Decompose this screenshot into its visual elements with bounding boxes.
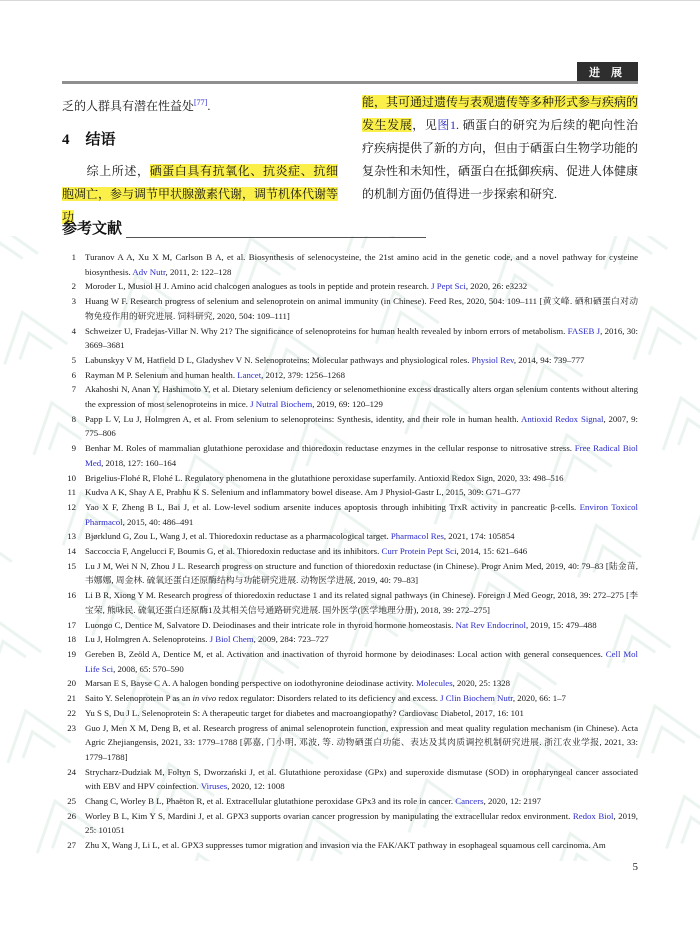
- reference-text: [85, 368, 638, 383]
- reference-segment: , 2014, 15: 621–646: [456, 546, 528, 557]
- reference-item: [62, 691, 638, 706]
- body-text: . 硒蛋白的研究为后续的靶向性治疗疾病提供了新的方向，但由于硒蛋白生物学功能的复杂性和未知性，硒蛋白在抵御疾病、促进人体健康的机制方面仍值得进一步探索和研究.: [362, 118, 639, 201]
- reference-number: 13: [67, 531, 76, 542]
- journal-link[interactable]: J Pept Sci: [431, 281, 466, 292]
- journal-link[interactable]: FASEB J: [567, 325, 601, 336]
- journal-link[interactable]: Redox Biol: [572, 810, 614, 821]
- reference-segment: , 2014, 94: 739–777: [513, 354, 585, 365]
- reference-number: 3: [71, 296, 76, 307]
- reference-segment: Yu S S, Du J L. Selenoprotein S: A therapeutic target for diabetes and macroangiopathy? Cardiovasc Diabetol, 2017, 16: 101: [85, 707, 524, 718]
- highlighted-text: 硒蛋白具有抗氧化、抗炎症、抗细胞凋亡，参与调节甲状腺激素代谢，调节机体代谢等功: [62, 164, 339, 224]
- reference-item: [62, 485, 638, 500]
- journal-link[interactable]: J Clin Biochem Nutr: [440, 693, 513, 704]
- reference-segment: , 2019, 15: 479–488: [525, 619, 597, 630]
- reference-text: [85, 794, 638, 809]
- reference-segment: , 2020, 26: e3232: [465, 281, 528, 292]
- journal-link[interactable]: Pharmacol Res: [390, 531, 444, 542]
- reference-item: [62, 382, 638, 411]
- reference-item: [62, 529, 638, 544]
- reference-number: 12: [67, 501, 76, 512]
- reference-text: [85, 485, 638, 500]
- reference-segment: Gereben B, Zeöld A, Dentice M, et al. Activation and inactivation of thyroid hormone by deiodinases: Local action with general consequences.: [85, 648, 606, 659]
- paragraph-continuation: [62, 91, 338, 118]
- reference-number: 23: [67, 722, 76, 733]
- journal-link[interactable]: J Biol Chem: [209, 634, 254, 645]
- reference-number: 4: [71, 325, 76, 336]
- reference-number: 8: [71, 413, 76, 424]
- reference-item: [62, 500, 638, 529]
- reference-item: [62, 809, 638, 838]
- reference-number: 27: [67, 840, 76, 851]
- reference-text: [85, 809, 638, 838]
- reference-text: [85, 721, 638, 765]
- reference-number: 6: [71, 369, 76, 380]
- reference-number: 16: [67, 590, 76, 601]
- reference-number: 9: [71, 443, 76, 454]
- reference-item: [62, 294, 638, 323]
- reference-segment: , 2021, 174: 105854: [443, 531, 515, 542]
- conclusion-paragraph-continued: [362, 91, 638, 206]
- reference-item: [62, 279, 638, 294]
- heading-underline: [126, 236, 426, 238]
- reference-item: [62, 721, 638, 765]
- reference-number: 2: [71, 281, 76, 292]
- figure-link[interactable]: 图1: [437, 118, 456, 132]
- references-heading-text: 参考文献: [62, 221, 123, 237]
- reference-text: [85, 382, 638, 411]
- reference-number: 10: [67, 472, 76, 483]
- reference-item: [62, 794, 638, 809]
- reference-number: 26: [67, 810, 76, 821]
- references-heading: [62, 217, 638, 238]
- reference-item: [62, 441, 638, 470]
- reference-segment: , 2015, 40: 486–491: [122, 516, 194, 527]
- body-text: 综上所述，: [86, 164, 150, 178]
- reference-text: [85, 250, 638, 279]
- reference-segment: Akahoshi N, Anan Y, Hashimoto Y, et al. Dietary selenium deficiency or selenomethionine excess drastically alters organ selenium contents without altering the expression of most selenoproteins in mice.: [85, 384, 638, 410]
- reference-segment: , 2018, 127: 160–164: [101, 457, 177, 468]
- reference-item: [62, 412, 638, 441]
- reference-text: [85, 353, 638, 368]
- reference-segment: Guo J, Men X M, Deng B, et al. Research progress of animal selenoprotein function, expression and meat quality regulation mechanism (in Chinese). Acta Agric Zhejiangensis, 2021, 33: 1779–1788 [郭嘉, 门小明, 邓波, 等. 动物硒蛋白功能、表达及其肉质调控机制研究进展. 浙江农业学报, 2021, 33: 1779–1788]: [85, 722, 638, 762]
- reference-segment: , 2012, 379: 1256–1268: [261, 369, 345, 380]
- section-title: 结语: [85, 132, 116, 148]
- reference-segment: Papp L V, Lu J, Holmgren A, et al. From selenium to selenoproteins: Synthesis, identity, and their role in human health.: [85, 413, 521, 424]
- journal-link[interactable]: Molecules: [415, 678, 453, 689]
- reference-segment: Saccoccia F, Angelucci F, Boumis G, et al. Thioredoxin reductase and its inhibitors.: [85, 546, 382, 557]
- reference-item: [62, 588, 638, 617]
- reference-segment: Brigelius-Flohé R, Flohé L. Regulatory phenomena in the glutathione peroxidase superfamily. Antioxid Redox Sign, 2020, 33: 498–516: [85, 472, 564, 483]
- section-heading: [62, 129, 338, 152]
- reference-number: 19: [67, 648, 76, 659]
- reference-segment: Marsan E S, Bayse C A. A halogen bonding perspective on iodothyronine deiodinase activity.: [85, 678, 416, 689]
- reference-segment: Benhar M. Roles of mammalian glutathione peroxidase and thioredoxin reductase enzymes in the cellular response to nitrosative stress.: [85, 443, 575, 454]
- reference-number: 25: [67, 796, 76, 807]
- references-section: [62, 217, 638, 853]
- reference-segment: Li B R, Xiong Y M. Research progress of thioredoxin reductase 1 and its related signal pathways (in Chinese). Foreign J Med Geogr, 2018, 39: 272–275 [李宝荣, 熊咏民. 硫氧还蛋白还原酶1及其相关信号通路研究进展. 国外医学(医学地理分册), 2018, 39: 272–275]: [85, 590, 638, 615]
- reference-segment: , 2016, 30: 3669–3681: [85, 325, 638, 351]
- citation-superscript[interactable]: [77]: [194, 98, 208, 107]
- reference-segment: , 2011, 2: 122–128: [165, 266, 232, 277]
- reference-number: 18: [67, 634, 76, 645]
- journal-link[interactable]: Physiol Rev: [471, 354, 514, 365]
- reference-segment: Rayman M P. Selenium and human health.: [85, 369, 238, 380]
- reference-number: 20: [67, 678, 76, 689]
- reference-item: [62, 471, 638, 486]
- reference-text: [85, 544, 638, 559]
- journal-link[interactable]: Adv Nutr: [132, 266, 166, 277]
- reference-text: [85, 706, 638, 721]
- reference-segment: Schweizer U, Fradejas-Villar N. Why 21? The significance of selenoproteins for human health revealed by inborn errors of metabolism.: [85, 325, 568, 336]
- reference-number: 15: [67, 560, 76, 571]
- reference-segment: , 2020, 12: 2197: [483, 796, 541, 807]
- reference-segment: Lu J M, Wei N N, Zhou J L. Research progress on structure and function of thioredoxin reductase (in Chinese). Progr Anim Med, 2019, 40: 79–83 [陆金苗, 韦娜娜, 周金林. 硫氧还蛋白还原酶结构与功能研究进展. 动物医学进展, 2019, 40: 79–83]: [85, 560, 638, 586]
- italic-text: in vivo: [192, 693, 217, 704]
- conclusion-section: [62, 91, 638, 229]
- reference-number: 5: [71, 354, 76, 365]
- reference-number: 22: [67, 707, 76, 718]
- body-text: 乏的人群具有潜在性益处: [62, 99, 195, 113]
- reference-number: 1: [71, 252, 76, 262]
- reference-text: [85, 324, 638, 353]
- reference-text: [85, 618, 638, 633]
- reference-item: [62, 765, 638, 794]
- highlighted-text: 能，其可通过遗传与表观遗传等多种形式参与疾病的发生发展: [362, 95, 639, 132]
- reference-text: [85, 294, 638, 323]
- reference-segment: , 2020, 66: 1–7: [512, 693, 566, 704]
- section-badge: 进 展: [577, 62, 638, 82]
- reference-text: [85, 765, 638, 794]
- journal-link[interactable]: J Nutral Biochem: [250, 399, 313, 410]
- reference-segment: , 2009, 284: 723–727: [253, 634, 329, 645]
- reference-text: [85, 471, 638, 486]
- journal-link[interactable]: Free Radical Biol Med: [85, 443, 638, 468]
- reference-item: [62, 632, 638, 647]
- journal-link[interactable]: Cell Mol Life Sci: [85, 648, 638, 674]
- reference-text: [85, 500, 638, 529]
- reference-list: [62, 250, 638, 853]
- reference-segment: , 2007, 9: 775–806: [85, 413, 639, 439]
- journal-link[interactable]: Viruses: [200, 781, 228, 792]
- reference-segment: Labunskyy V M, Hatfield D L, Gladyshev V N. Selenoproteins: Molecular pathways and physiological roles.: [85, 354, 472, 365]
- reference-segment: redox regulator: Disorders related to its deficiency and excess.: [216, 693, 441, 704]
- reference-number: 17: [67, 619, 76, 630]
- reference-item: [62, 324, 638, 353]
- reference-number: 24: [67, 766, 76, 777]
- reference-segment: Zhu X, Wang J, Li L, et al. GPX3 suppresses tumor migration and invasion via the FAK/AKT pathway in esophageal squamous cell carcinoma. Am: [85, 840, 606, 851]
- reference-item: [62, 676, 638, 691]
- reference-text: [85, 588, 638, 617]
- reference-text: [85, 412, 638, 441]
- reference-text: [85, 647, 638, 676]
- reference-text: [85, 676, 638, 691]
- reference-segment: , 2019, 25: 101051: [85, 810, 638, 836]
- right-column: [362, 91, 638, 229]
- body-text: .: [207, 99, 211, 113]
- reference-segment: Lu J, Holmgren A. Selenoproteins.: [85, 634, 210, 645]
- section-number: 4: [62, 132, 70, 148]
- reference-segment: Bjørklund G, Zou L, Wang J, et al. Thioredoxin reductase as a pharmacological target.: [85, 531, 391, 542]
- journal-link[interactable]: Curr Protein Pept Sci: [381, 546, 457, 557]
- journal-link[interactable]: Environ Toxicol Pharmacol: [85, 501, 638, 527]
- reference-item: [62, 838, 638, 853]
- reference-segment: , 2008, 65: 570–590: [113, 663, 184, 674]
- header-rule: [62, 81, 638, 84]
- journal-link[interactable]: Lancet: [237, 369, 262, 380]
- reference-item: [62, 647, 638, 676]
- reference-segment: , 2020, 25: 1328: [452, 678, 511, 689]
- reference-item: [62, 368, 638, 383]
- journal-link[interactable]: Antioxid Redox Signal: [520, 413, 604, 424]
- reference-number: 21: [67, 693, 76, 704]
- reference-segment: Moroder L, Musiol H J. Amino acid chalcogen analogues as tools in peptide and protein research.: [85, 281, 432, 292]
- reference-text: [85, 838, 638, 853]
- reference-segment: Luongo C, Dentice M, Salvatore D. Deiodinases and their intricate role in thyroid hormone homeostasis.: [85, 619, 456, 630]
- reference-text: [85, 529, 638, 544]
- reference-text: [85, 559, 638, 588]
- reference-item: [62, 250, 638, 279]
- reference-segment: Turanov A A, Xu X M, Carlson B A, et al. Biosynthesis of selenocysteine, the 21st amino acid in the genetic code, and a novel pathway for cysteine biosynthesis.: [85, 252, 638, 277]
- reference-segment: Strycharz-Dudziak M, Foltyn S, Dworzański J, et al. Glutathione peroxidase (GPx) and superoxide dismutase (SOD) in oropharyngeal cancer associated with EBV and HPV coinfection.: [85, 766, 638, 792]
- reference-segment: Saito Y. Selenoprotein P as an: [85, 693, 193, 704]
- reference-segment: , 2019, 69: 120–129: [312, 399, 383, 410]
- reference-item: [62, 559, 638, 588]
- reference-segment: Yao X F, Zheng B L, Bai J, et al. Low-level sodium arsenite induces apoptosis through inhibiting TrxR activity in pancreatic β-cells.: [85, 501, 580, 512]
- journal-link[interactable]: Nat Rev Endocrinol: [455, 619, 526, 630]
- reference-item: [62, 618, 638, 633]
- reference-text: [85, 632, 638, 647]
- reference-text: [85, 441, 638, 470]
- reference-segment: , 2020, 12: 1008: [227, 781, 285, 792]
- reference-segment: Chang C, Worley B L, Phaëton R, et al. Extracellular glutathione peroxidase GPx3 and its role in cancer.: [85, 796, 456, 807]
- reference-number: 14: [67, 546, 76, 557]
- journal-link[interactable]: Cancers: [455, 796, 484, 807]
- reference-segment: Worley B L, Kim Y S, Mardini J, et al. GPX3 supports ovarian cancer progression by manipulating the extracellular redox environment.: [85, 810, 573, 821]
- reference-segment: Huang W F. Research progress of selenium and selenoprotein on animal immunity (in Chinese). Feed Res, 2020, 504: 109–111 [黄文峰. 硒和硒蛋白对动物免疫作用的研究进展. 饲料研究, 2020, 504: 109–111]: [85, 296, 638, 321]
- reference-text: [85, 691, 638, 706]
- body-text: ，见: [412, 118, 438, 132]
- reference-segment: Kudva A K, Shay A E, Prabhu K S. Selenium and inflammatory bowel disease. Am J Physiol-Gastr L, 2015, 309: G71–G77: [85, 487, 521, 498]
- reference-number: 11: [67, 487, 76, 498]
- left-column: [62, 91, 338, 229]
- reference-item: [62, 353, 638, 368]
- reference-number: 7: [71, 384, 76, 395]
- reference-item: [62, 706, 638, 721]
- page-number: 5: [632, 861, 638, 873]
- reference-text: [85, 279, 638, 294]
- reference-item: [62, 544, 638, 559]
